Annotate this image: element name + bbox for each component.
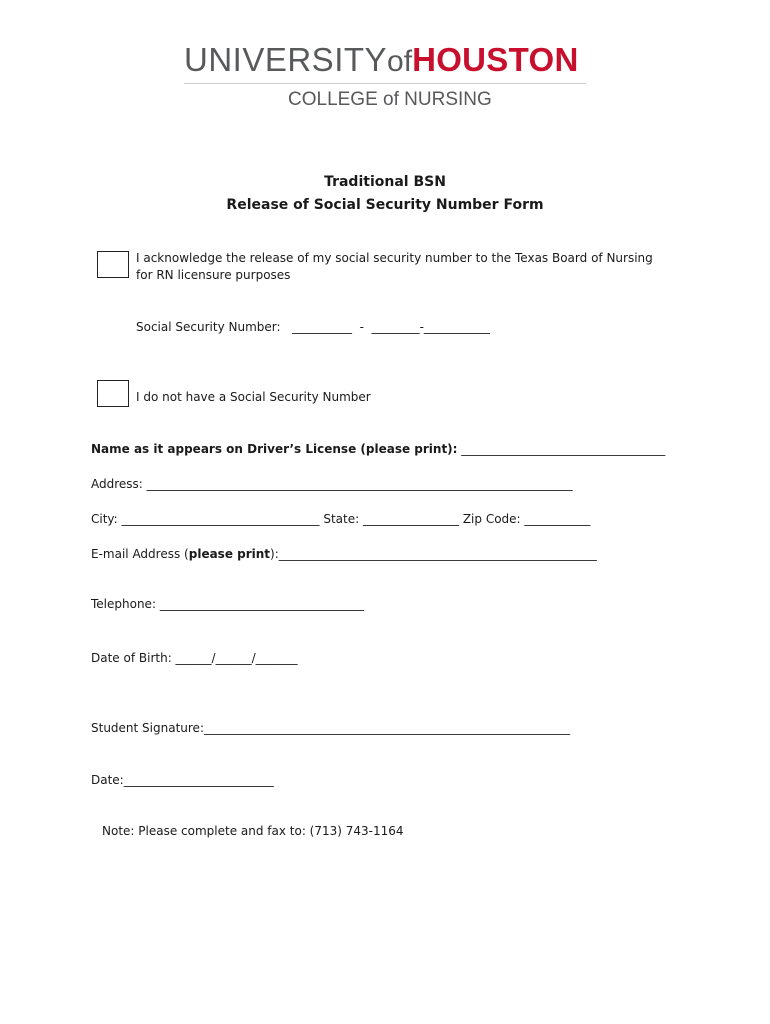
date-label: Date: bbox=[91, 773, 124, 787]
address-blank[interactable]: _______________________________________________________________________ bbox=[142, 477, 573, 491]
date-of-birth-label: Date of Birth: bbox=[91, 651, 172, 665]
signature-blank[interactable]: _____________________________________________________________ bbox=[204, 721, 570, 735]
email-label-bold: please print bbox=[188, 547, 271, 561]
date-of-birth-blank[interactable]: ______/______/_______ bbox=[171, 651, 298, 665]
ssn-label: Social Security Number: bbox=[136, 320, 281, 334]
date-blank[interactable]: _________________________ bbox=[123, 773, 274, 787]
telephone-label: Telephone: bbox=[91, 597, 156, 611]
fax-note: Note: Please complete and fax to: (713) 743-1164 bbox=[102, 824, 404, 838]
no-ssn-label: I do not have a Social Security Number bbox=[136, 390, 371, 404]
name-blank[interactable]: __________________________________ bbox=[457, 442, 666, 456]
signature-field[interactable] bbox=[91, 720, 570, 737]
university-logo bbox=[184, 40, 586, 112]
telephone-blank[interactable]: __________________________________ bbox=[156, 597, 364, 611]
state-label: State: bbox=[323, 512, 360, 526]
telephone-field[interactable] bbox=[91, 596, 364, 613]
form-subtitle: Release of Social Security Number Form bbox=[226, 197, 544, 213]
zip-blank[interactable]: ___________ bbox=[520, 512, 591, 526]
form-title: Traditional BSN bbox=[324, 174, 446, 190]
name-field[interactable] bbox=[91, 441, 665, 458]
state-blank[interactable]: ________________ bbox=[359, 512, 459, 526]
email-label-prefix: E-mail Address ( bbox=[91, 547, 189, 561]
ssn-field[interactable] bbox=[136, 319, 490, 336]
logo-houston-text: HOUSTON bbox=[412, 41, 579, 78]
name-label: Name as it appears on Driver’s License (please print): bbox=[91, 442, 458, 456]
date-of-birth-field[interactable] bbox=[91, 650, 298, 667]
email-blank[interactable]: _____________________________________________________ bbox=[278, 547, 597, 561]
logo-divider bbox=[184, 83, 586, 84]
city-label: City: bbox=[91, 512, 118, 526]
date-field[interactable] bbox=[91, 772, 274, 789]
city-state-zip-row bbox=[91, 511, 590, 528]
zip-label: Zip Code: bbox=[462, 512, 521, 526]
logo-wordmark bbox=[184, 40, 579, 80]
logo-college-text: COLLEGE of NURSING bbox=[288, 89, 492, 110]
no-ssn-checkbox[interactable] bbox=[97, 380, 129, 407]
ssn-blank[interactable]: __________ - ________-___________ bbox=[291, 320, 490, 334]
acknowledge-label-line1: I acknowledge the release of my social security number to the Texas Board of Nursing bbox=[136, 251, 653, 265]
logo-of-text: of bbox=[387, 45, 413, 78]
city-blank[interactable]: _________________________________ bbox=[117, 512, 320, 526]
email-field[interactable] bbox=[91, 546, 597, 563]
email-label-suffix: ): bbox=[270, 547, 279, 561]
acknowledge-checkbox[interactable] bbox=[97, 251, 129, 278]
signature-label: Student Signature: bbox=[91, 721, 204, 735]
acknowledge-label-line2: for RN licensure purposes bbox=[136, 268, 291, 282]
address-field[interactable] bbox=[91, 476, 573, 493]
address-label: Address: bbox=[91, 477, 143, 491]
logo-university-text: UNIVERSITY bbox=[184, 41, 388, 78]
